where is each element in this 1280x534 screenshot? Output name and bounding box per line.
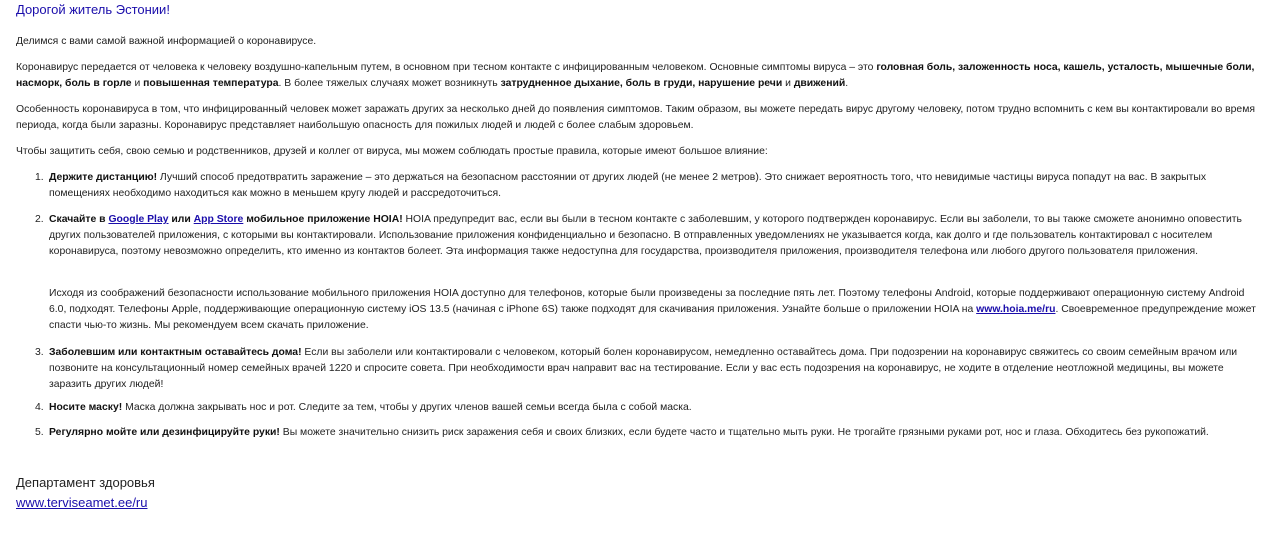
app-store-link[interactable]: App Store <box>193 214 244 225</box>
greeting-heading: Дорогой житель Эстонии! <box>16 2 170 17</box>
symptoms-text-2: и <box>131 78 144 89</box>
rule-title: Скачайте в <box>49 214 109 225</box>
symptoms-bold-1: головная боль, заложенность носа, кашель, усталость, мышечные боли, насморк, боль в горле <box>16 62 1255 89</box>
list-item-continuation <box>36 286 1264 334</box>
symptoms-paragraph <box>16 60 1264 92</box>
list-item <box>36 212 1264 260</box>
spread-paragraph: Особенность коронавируса в том, что инфицированный человек может заражать других за несколько дней до появления симптомов. Таким образом, вы можете передать вирус другому человеку, потом трудно вспомнить с кем вы контактировали во время периода, когда были заразны. Коронавирус представляет наибольшую опасность для пожилых людей и людей с более слабым здоровьем. <box>16 104 1255 131</box>
department-website-link[interactable]: www.terviseamet.ee/ru <box>16 495 148 510</box>
rule-text: Если вы заболели или контактировали с человеком, который болен коронавирусом, немедленно оставайтесь дома. При подозрении на коронавирус свяжитесь со своим семейным врачом или позвоните на консультационный номер семейных врачей 1220 и спросите совета. При необходимости врач направит вас на тестирование. Если у вас есть подозрения на коронавирус, не ходите в отделение неотложной медицины, вы можете заразить других людей! <box>49 347 1238 390</box>
hoia-site-link[interactable]: www.hoia.me/ru <box>976 304 1056 315</box>
rule-text: Лучший способ предотвратить заражение – это держаться на безопасном расстоянии от других людей (не менее 2 метров). Это снижает вероятность того, что невидимые частицы вируса попадут на вас. В закрытых помещениях необходимо находиться как можно в меньшем кругу людей и рассредоточиться. <box>49 172 1207 199</box>
symptoms-bold-3: затрудненное дыхание, боль в груди, нарушение речи <box>500 78 783 89</box>
rule-text: HOIA предупредит вас, если вы были в тесном контакте с заболевшим, у которого подтвержден коронавирус. Если вы заболели, то вы также сможете анонимно оповестить других пользователей приложения, с которыми вы контактировали. Использование приложения конфиденциально и безопасно. В отправленных уведомлениях не указывается когда, как долго и где пользователь контактировал с носителем коронавируса, поэтому невозможно определить, кто именно из контактов болеет. Эта информация также недоступна для государства, производителя приложения, производителя телефона или любого другого пользователя приложения. <box>49 214 1242 257</box>
rule-title: Носите маску! <box>49 402 123 413</box>
symptoms-text-5: . <box>845 78 849 89</box>
department-name: Департамент здоровья <box>16 475 155 490</box>
google-play-link[interactable]: Google Play <box>108 214 169 225</box>
list-item <box>36 170 1264 202</box>
rules-intro-paragraph: Чтобы защитить себя, свою семью и родственников, друзей и коллег от вируса, мы можем соблюдать простые правила, которые имеют большое влияние: <box>16 146 768 157</box>
symptoms-bold-2: повышенная температура <box>143 78 279 89</box>
list-item <box>36 400 1264 416</box>
list-item <box>36 345 1264 393</box>
list-number: 1. <box>35 172 44 183</box>
list-number: 3. <box>35 347 44 358</box>
list-number: 4. <box>35 402 44 413</box>
symptoms-text-3: . В более тяжелых случаях может возникнуть <box>278 78 501 89</box>
rule-title: Заболевшим или контактным оставайтесь дома! <box>49 347 302 358</box>
rule-title: Регулярно мойте или дезинфицируйте руки! <box>49 427 280 438</box>
rule-text-security: Исходя из соображений безопасности использование мобильного приложения HOIA доступно для телефонов, которые были произведены за последние пять лет. Поэтому телефоны Android, которые поддерживают операционную систему Android 6.0, подходят. Телефоны Apple, поддерживающие операционную систему iOS 13.5 (начиная с iPhone 6S) также подходят для скачивания приложения. Узнайте больше о приложении HOIA на <box>49 288 1245 315</box>
list-number: 2. <box>35 214 44 225</box>
rule-title-app: мобильное приложение HOIA! <box>243 214 403 225</box>
list-number: 5. <box>35 427 44 438</box>
rule-title: Держите дистанцию! <box>49 172 158 183</box>
rule-title-or: или <box>168 214 194 225</box>
intro-paragraph: Делимся с вами самой важной информацией о коронавирусе. <box>16 36 317 47</box>
symptoms-text-4: и <box>782 78 794 89</box>
rule-text-security-end: . Своевременное предупреждение может спасти чью-то жизнь. Мы рекомендуем всем скачать приложение. <box>49 304 1256 331</box>
list-item <box>36 425 1264 441</box>
rule-text: Вы можете значительно снизить риск заражения себя и своих близких, если будете часто и тщательно мыть руки. Не трогайте грязными руками рот, нос и глаза. Обходитесь без рукопожатий. <box>279 427 1209 438</box>
symptoms-text: Коронавирус передается от человека к человеку воздушно-капельным путем, в основном при тесном контакте с инфицированным человеком. Основные симптомы вируса – это <box>16 62 877 73</box>
symptoms-bold-4: движений <box>793 78 846 89</box>
rule-text: Маска должна закрывать нос и рот. Следите за тем, чтобы у других членов вашей семьи всегда была с собой маска. <box>122 402 692 413</box>
